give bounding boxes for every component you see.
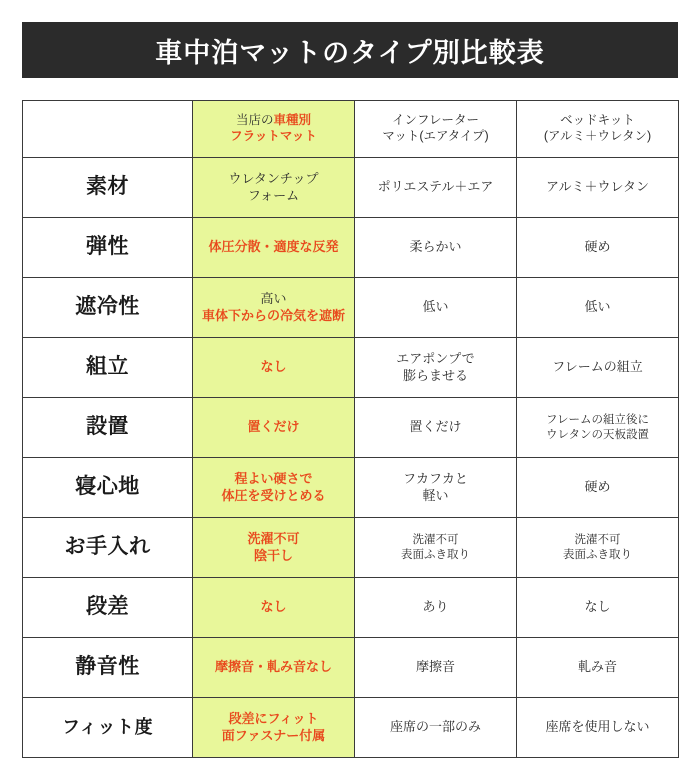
table-row xyxy=(23,698,679,758)
cell-inflator-line2: 表面ふき取り xyxy=(401,548,470,561)
cell-inflator xyxy=(355,458,517,518)
cell-bedkit-line1: アルミ＋ウレタン xyxy=(546,179,649,195)
cell-ours-line2: フォーム xyxy=(247,187,300,203)
table-row xyxy=(23,218,679,278)
table-header-row xyxy=(23,101,679,158)
row-label: 設置 xyxy=(23,398,193,458)
row-label: 寝心地 xyxy=(23,458,193,518)
cell-bedkit xyxy=(517,698,679,758)
cell-inflator xyxy=(355,638,517,698)
cell-inflator-line1: フカフカと xyxy=(403,471,468,487)
cell-inflator xyxy=(355,398,517,458)
header-col-bedkit xyxy=(517,101,679,158)
cell-ours xyxy=(193,158,355,218)
cell-inflator xyxy=(355,338,517,398)
cell-bedkit xyxy=(517,218,679,278)
cell-ours-line1: 置くだけ xyxy=(247,419,300,435)
cell-ours-line2: 面ファスナー付属 xyxy=(221,727,326,743)
table-row xyxy=(23,158,679,218)
header-inflator-line2: マット(エアタイプ) xyxy=(382,129,489,143)
cell-ours-line1: なし xyxy=(260,599,287,615)
cell-bedkit-line2: 表面ふき取り xyxy=(563,548,632,561)
header-ours-prefix: 当店の xyxy=(235,113,274,128)
table-row xyxy=(23,278,679,338)
cell-inflator-line1: 洗濯不可 xyxy=(412,534,459,547)
cell-inflator-line2: 軽い xyxy=(422,487,449,503)
header-col-ours xyxy=(193,101,355,158)
cell-ours-line1: 高い xyxy=(260,291,287,307)
table-row xyxy=(23,638,679,698)
cell-ours xyxy=(193,578,355,638)
cell-bedkit xyxy=(517,158,679,218)
cell-ours-line1: なし xyxy=(260,359,287,375)
cell-bedkit-line1: 低い xyxy=(584,299,611,315)
row-label: 遮冷性 xyxy=(23,278,193,338)
cell-ours-line1: 洗濯不可 xyxy=(247,531,300,547)
cell-ours-line1: 程よい硬さで xyxy=(234,471,313,487)
header-ours-line2: フラットマット xyxy=(230,129,317,143)
header-col-inflator xyxy=(355,101,517,158)
page-title: 車中泊マットのタイプ別比較表 xyxy=(155,37,545,68)
row-label: 段差 xyxy=(23,578,193,638)
cell-inflator-line1: 摩擦音 xyxy=(415,659,455,675)
cell-bedkit xyxy=(517,338,679,398)
header-bedkit-line1: ベッドキット xyxy=(560,113,635,128)
cell-inflator xyxy=(355,578,517,638)
cell-ours-line2: 陰干し xyxy=(253,547,293,563)
cell-bedkit-line2: ウレタンの天板設置 xyxy=(545,428,650,441)
cell-ours-line1: 段差にフィット xyxy=(228,711,319,727)
cell-bedkit-line1: フレームの組立 xyxy=(552,359,643,375)
table-row xyxy=(23,398,679,458)
cell-inflator xyxy=(355,278,517,338)
cell-inflator-line1: 柔らかい xyxy=(409,239,462,255)
header-ours-emphasis: 車種別 xyxy=(273,113,312,128)
cell-ours-line2: 体圧を受けとめる xyxy=(221,487,326,503)
header-blank-cell xyxy=(23,101,193,158)
cell-inflator xyxy=(355,158,517,218)
table-row xyxy=(23,338,679,398)
cell-ours xyxy=(193,458,355,518)
cell-inflator-line1: ポリエステル＋エア xyxy=(377,179,494,195)
table-row xyxy=(23,518,679,578)
cell-bedkit xyxy=(517,398,679,458)
cell-ours xyxy=(193,338,355,398)
cell-ours xyxy=(193,638,355,698)
cell-inflator xyxy=(355,518,517,578)
cell-bedkit-line1: 座席を使用しない xyxy=(545,719,650,735)
header-bedkit-line2: (アルミ＋ウレタン) xyxy=(543,129,652,143)
cell-ours xyxy=(193,518,355,578)
row-label: お手入れ xyxy=(23,518,193,578)
cell-bedkit xyxy=(517,458,679,518)
cell-inflator-line1: 置くだけ xyxy=(409,419,462,435)
cell-bedkit-line1: 軋み音 xyxy=(577,659,617,675)
table-row xyxy=(23,578,679,638)
cell-bedkit-line1: 硬め xyxy=(584,479,611,495)
comparison-table xyxy=(22,100,679,758)
cell-bedkit-line1: なし xyxy=(584,599,611,615)
cell-ours-line1: ウレタンチップ xyxy=(228,171,319,187)
cell-inflator-line1: 座席の一部のみ xyxy=(389,719,481,735)
cell-ours xyxy=(193,278,355,338)
cell-ours-line1: 体圧分散・適度な反発 xyxy=(208,239,339,255)
row-label: フィット度 xyxy=(23,698,193,758)
cell-ours xyxy=(193,398,355,458)
cell-ours xyxy=(193,218,355,278)
table-row xyxy=(23,458,679,518)
cell-bedkit-line1: フレームの組立後に xyxy=(545,414,650,427)
cell-inflator xyxy=(355,218,517,278)
cell-bedkit xyxy=(517,278,679,338)
cell-bedkit-line1: 硬め xyxy=(584,239,611,255)
header-inflator-line1: インフレーター xyxy=(391,113,479,128)
cell-bedkit xyxy=(517,578,679,638)
row-label: 弾性 xyxy=(23,218,193,278)
title-bar xyxy=(22,22,678,78)
row-label: 組立 xyxy=(23,338,193,398)
cell-ours-line2: 車体下からの冷気を遮断 xyxy=(201,307,345,323)
row-label: 素材 xyxy=(23,158,193,218)
cell-inflator-line2: 膨らませる xyxy=(402,367,468,383)
cell-inflator xyxy=(355,698,517,758)
cell-bedkit-line1: 洗濯不可 xyxy=(574,534,621,547)
cell-bedkit xyxy=(517,638,679,698)
cell-bedkit xyxy=(517,518,679,578)
cell-ours-line1: 摩擦音・軋み音なし xyxy=(214,659,332,675)
cell-inflator-line1: あり xyxy=(422,599,449,615)
cell-inflator-line1: 低い xyxy=(422,299,449,315)
cell-inflator-line1: エアポンプで xyxy=(396,351,475,367)
row-label: 静音性 xyxy=(23,638,193,698)
cell-ours xyxy=(193,698,355,758)
